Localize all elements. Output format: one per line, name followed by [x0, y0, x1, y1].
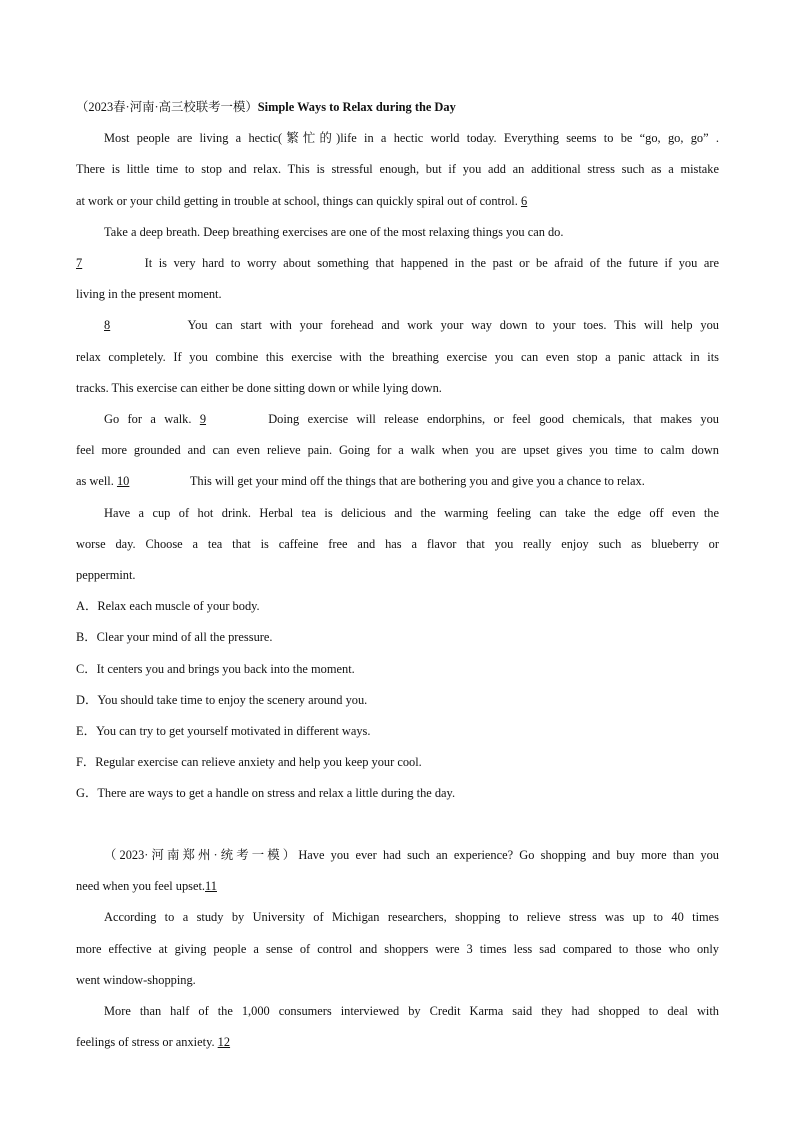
paragraph-5-line-1: [76, 404, 719, 435]
option-e[interactable]: E．You can try to get yourself motivated in different ways.: [76, 724, 371, 739]
passage-2-paragraph-1: [76, 840, 719, 902]
passage-1: [76, 92, 719, 810]
option-c[interactable]: C．It centers you and brings you back into the moment.: [76, 661, 355, 676]
passage-2-paragraph-2-line-1: According to a study by University of Michigan researchers, shopping to relieve stress was up to 40 times: [104, 910, 719, 925]
paragraph-6-line-3: peppermint.: [76, 568, 136, 583]
blank-10[interactable]: 10: [116, 474, 130, 489]
passage-2-paragraph-1-line-1: [76, 840, 719, 871]
paragraph-2: [76, 217, 719, 248]
option-b[interactable]: B．Clear your mind of all the pressure.: [76, 630, 273, 645]
paragraph-4-line-1: [76, 310, 719, 341]
paragraph-4-text: You can start with your forehead and work your way down to your toes. This will help you: [187, 318, 719, 333]
passage-1-source: （2023春·河南·高三校联考一模）: [76, 100, 258, 114]
paragraph-5-line-3: [76, 466, 719, 497]
option-f[interactable]: F．Regular exercise can relieve anxiety and help you keep your cool.: [76, 755, 422, 770]
blank-9[interactable]: 9: [199, 412, 207, 427]
blank-8[interactable]: 8: [104, 318, 111, 333]
paragraph-6: [76, 498, 719, 592]
paragraph-2-line-1: Take a deep breath. Deep breathing exercises are one of the most relaxing things you can do.: [104, 224, 564, 239]
passage-1-title: Simple Ways to Relax during the Day: [257, 100, 456, 114]
passage-2-paragraph-2-line-3: went window-shopping.: [76, 972, 196, 987]
paragraph-6-line-1: Have a cup of hot drink. Herbal tea is delicious and the warming feeling can take the edge off even the: [104, 505, 719, 520]
blank-7[interactable]: 7: [76, 256, 83, 271]
passage-2-paragraph-3-text: feelings of stress or anxiety.: [76, 1035, 215, 1050]
paragraph-1-text: at work or your child getting in trouble at school, things can quickly spiral out of control.: [76, 193, 518, 208]
paragraph-5-text-b: Doing exercise will release endorphins, or feel good chemicals, that makes you: [268, 412, 719, 427]
paragraph-3: [76, 248, 719, 310]
paragraph-5-line-2: feel more grounded and can even relieve pain. Going for a walk when you are upset gives you time to calm down: [76, 443, 719, 458]
blank-6[interactable]: 6: [520, 193, 528, 208]
options-list: [76, 591, 719, 809]
paragraph-6-line-2: worse day. Choose a tea that is caffeine free and has a flavor that you really enjoy such as blueberry or: [76, 536, 719, 551]
passage-2-paragraph-1-text-b: need when you feel upset.: [76, 879, 206, 894]
passage-2-paragraph-2: [76, 902, 719, 996]
blank-11[interactable]: 11: [205, 879, 217, 894]
paragraph-1: [76, 123, 719, 217]
paragraph-1-line-1: Most people are living a hectic(繁忙的)life in a hectic world today. Everything seems to be “go, go, go” .: [104, 131, 719, 146]
paragraph-3-line-2: living in the present moment.: [76, 287, 222, 302]
option-a[interactable]: A．Relax each muscle of your body.: [76, 599, 260, 614]
paragraph-4: [76, 310, 719, 404]
passage-2-source: （2023·河南郑州·统考一模）: [104, 848, 299, 862]
paragraph-3-line-1: [76, 248, 719, 279]
option-g[interactable]: G．There are ways to get a handle on stress and relax a little during the day.: [76, 786, 456, 801]
passage-2-paragraph-1-text: Have you ever had such an experience? Go shopping and buy more than you: [298, 848, 719, 862]
paragraph-4-line-3: tracks. This exercise can either be done sitting down or while lying down.: [76, 380, 442, 395]
passage-2-paragraph-3-line-1: More than half of the 1,000 consumers interviewed by Credit Karma said they had shopped to deal with: [104, 1004, 719, 1019]
paragraph-5-text-d: This will get your mind off the things that are bothering you and give you a chance to relax.: [189, 474, 645, 489]
paragraph-1-line-3: [76, 186, 719, 217]
paragraph-4-line-2: relax completely. If you combine this exercise with the breathing exercise you can even stop a panic attack in its: [76, 349, 719, 364]
passage-2: [76, 840, 719, 1058]
passage-2-paragraph-3: [76, 996, 719, 1058]
passage-2-paragraph-1-line-2: [76, 871, 719, 902]
paragraph-5-text-a: Go for a walk.: [104, 412, 192, 427]
paragraph-5-text-c: as well.: [76, 474, 114, 489]
paragraph-5: [76, 404, 719, 498]
passage-2-paragraph-2-line-2: more effective at giving people a sense of control and shoppers were 3 times less sad compared to those who only: [76, 941, 719, 956]
option-d[interactable]: D．You should take time to enjoy the scenery around you.: [76, 692, 368, 707]
passage-1-heading: [76, 92, 719, 123]
paragraph-3-text: It is very hard to worry about something that happened in the past or be afraid of the future if you are: [144, 256, 719, 271]
blank-12[interactable]: 12: [217, 1035, 231, 1050]
passage-2-paragraph-3-line-2: [76, 1027, 719, 1058]
paragraph-1-line-2: There is little time to stop and relax. This is stressful enough, but if you add an additional stress such as a mistake: [76, 162, 719, 177]
